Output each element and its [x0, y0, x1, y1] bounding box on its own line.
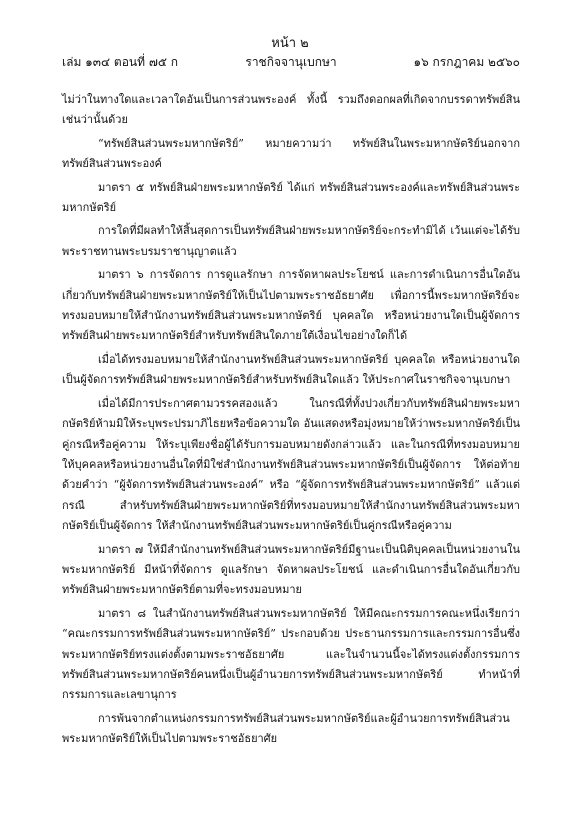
paragraph: การพ้นจากตำแหน่งกรรมการทรัพย์สินส่วนพระมหากษัตริย์และผู้อำนวยการทรัพย์สินส่วนพระมหากษัตริย์ให้เป็นไปตามพระราชอัธยาศัย [62, 711, 510, 746]
gazette-header [62, 53, 520, 71]
page-number: หน้า ๒ [271, 36, 309, 51]
paragraph: “ทรัพย์สินส่วนพระมหากษัตริย์” หมายความว่า ทรัพย์สินในพระมหากษัตริย์นอกจากทรัพย์สินส่วนพระองค์ [62, 136, 520, 171]
paragraph: ไม่ว่าในทางใดและเวลาใดอันเป็นการส่วนพระองค์ ทั้งนี้ รวมถึงดอกผลที่เกิดจากบรรดาทรัพย์สินเช่นว่านั้นด้วย [62, 93, 520, 127]
paragraph: การใดที่มีผลทำให้สิ้นสุดการเป็นทรัพย์สินฝ่ายพระมหากษัตริย์จะกระทำมิได้ เว้นแต่จะได้รับพระราชทานพระบรมราชานุญาตแล้ว [62, 224, 520, 258]
paragraph: มาตรา ๘ ในสำนักงานทรัพย์สินส่วนพระมหากษัตริย์ ให้มีคณะกรรมการคณะหนึ่งเรียกว่า “คณะกรรมการทรัพย์สินส่วนพระมหากษัตริย์” ประกอบด้วย ประธานกรรมการและกรรมการอื่นซึ่งพระมหากษัตริย์ทรงแต่งตั้งตามพระราชอัธยาศัย และในจำนวนนี้จะได้ทรงแต่งตั้งกรรมการทรัพย์สินส่วนพระมหากษัตริย์คนหนึ่งเป็นผู้อำนวยการทรัพย์สินส่วนพระมหากษัตริย์ ทำหน้าที่กรรมการและเลขานุการ [62, 606, 520, 702]
publication-date: ๑๖ กรกฎาคม ๒๕๖๐ [413, 55, 520, 69]
body-text [62, 90, 520, 750]
paragraph: เมื่อได้ทรงมอบหมายให้สำนักงานทรัพย์สินส่วนพระมหากษัตริย์ บุคคลใด หรือหน่วยงานใดเป็นผู้จัดการทรัพย์สินฝ่ายพระมหากษัตริย์สำหรับทรัพย์สินใดแล้ว ให้ประกาศในราชกิจจานุเบกษา [62, 352, 520, 387]
paragraph: มาตรา ๖ การจัดการ การดูแลรักษา การจัดหาผลประโยชน์ และการดำเนินการอื่นใดอันเกี่ยวกับทรัพย์สินฝ่ายพระมหากษัตริย์ให้เป็นไปตามพระราชอัธยาศัย เพื่อการนี้พระมหากษัตริย์จะทรงมอบหมายให้สำนักงานทรัพย์สินส่วนพระมหากษัตริย์ บุคคลใด หรือหน่วยงานใดเป็นผู้จัดการทรัพย์สินฝ่ายพระมหากษัตริย์สำหรับทรัพย์สินใดภายใต้เงื่อนไขอย่างใดก็ได้ [62, 268, 520, 343]
gazette-title: ราชกิจจานุเบกษา [245, 55, 337, 69]
volume-issue: เล่ม ๑๓๔ ตอนที่ ๗๕ ก [62, 55, 179, 69]
paragraph: มาตรา ๕ ทรัพย์สินฝ่ายพระมหากษัตริย์ ได้แก่ ทรัพย์สินส่วนพระองค์และทรัพย์สินส่วนพระมหากษัตริย์ [62, 180, 520, 215]
paragraph: เมื่อได้มีการประกาศตามวรรคสองแล้ว ในกรณีที่ทั้งปวงเกี่ยวกับทรัพย์สินฝ่ายพระมหากษัตริย์ห้ามมิให้ระบุพระปรมาภิไธยหรือข้อความใด อันแสดงหรือมุ่งหมายให้ว่าพระมหากษัตริย์เป็นคู่กรณีหรือคู่ความ ให้ระบุเพียงชื่อผู้ได้รับการมอบหมายดังกล่าวแล้ว และในกรณีที่ทรงมอบหมายให้บุคคลหรือหน่วยงานอื่นใดที่มิใช่สำนักงานทรัพย์สินส่วนพระมหากษัตริย์เป็นผู้จัดการ ให้ต่อท้ายด้วยคำว่า “ผู้จัดการทรัพย์สินส่วนพระองค์” หรือ “ผู้จัดการทรัพย์สินส่วนพระมหากษัตริย์” แล้วแต่กรณี สำหรับทรัพย์สินฝ่ายพระมหากษัตริย์ที่ทรงมอบหมายให้สำนักงานทรัพย์สินส่วนพระมหากษัตริย์เป็นผู้จัดการ ให้สำนักงานทรัพย์สินส่วนพระมหากษัตริย์เป็นคู่กรณีหรือคู่ความ [62, 396, 520, 533]
paragraph: มาตรา ๗ ให้มีสำนักงานทรัพย์สินส่วนพระมหากษัตริย์มีฐานะเป็นนิติบุคคลเป็นหน่วยงานในพระมหากษัตริย์ มีหน้าที่จัดการ ดูแลรักษา จัดหาผลประโยชน์ และดำเนินการอื่นใดอันเกี่ยวกับทรัพย์สินฝ่ายพระมหากษัตริย์ตามที่จะทรงมอบหมาย [62, 542, 520, 597]
